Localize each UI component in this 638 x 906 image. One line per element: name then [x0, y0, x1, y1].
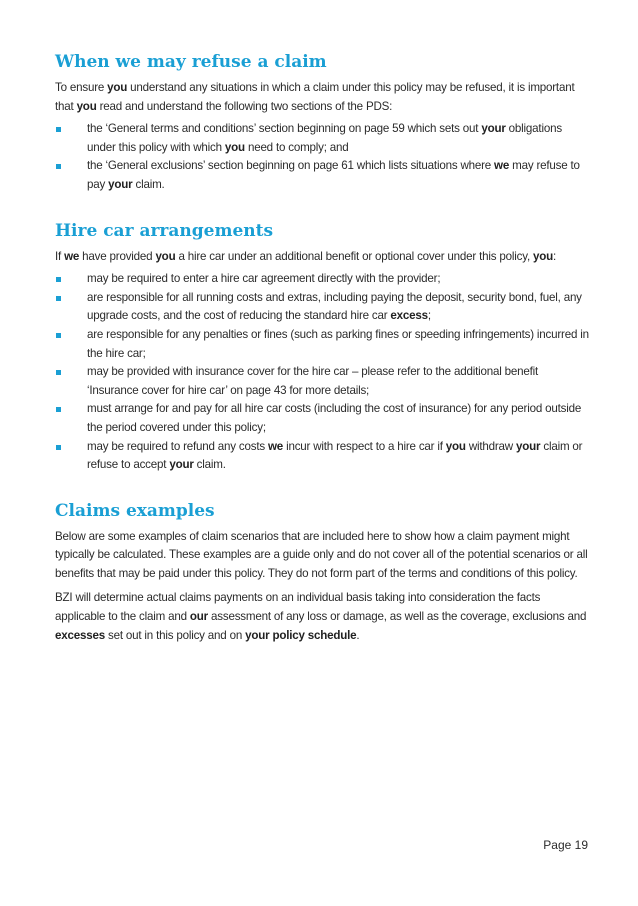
emphasis-term: you — [155, 249, 176, 263]
square-bullet-icon — [56, 333, 61, 338]
emphasis-term: we — [64, 249, 80, 263]
emphasis-term: excesses — [55, 628, 105, 642]
section-hire-car — [55, 221, 591, 475]
bullet-text: the ‘General terms and conditions’ section beginning on page 59 which sets out your obligations under this policy with which you need to comply; and — [87, 122, 562, 154]
square-bullet-icon — [56, 277, 61, 282]
bullet-text: must arrange for and pay for all hire car costs (including the cost of insurance) for any period outside the period covered under this policy; — [87, 402, 582, 434]
section-heading-hire-car: Hire car arrangements — [55, 220, 274, 241]
emphasis-term: we — [267, 439, 284, 453]
section-claims-examples — [55, 501, 591, 646]
square-bullet-icon — [56, 164, 61, 169]
emphasis-term: excess — [390, 309, 428, 323]
bullet-text: may be required to refund any costs we incur with respect to a hire car if you withdraw your claim or refuse to accept your claim. — [87, 439, 583, 472]
page-number: Page 19 — [543, 838, 588, 852]
hire-car-bullet-item — [55, 363, 591, 400]
emphasis-term: you — [445, 439, 466, 453]
square-bullet-icon — [56, 127, 61, 132]
square-bullet-icon — [56, 445, 61, 450]
emphasis-term: your — [169, 458, 194, 472]
hire-car-intro: If we have provided you a hire car under an additional benefit or optional cover under this policy, you: — [55, 249, 557, 263]
bullet-text: the ‘General exclusions’ section beginning on page 61 which lists situations where we may refuse to pay your claim. — [87, 159, 580, 191]
emphasis-term: we — [494, 159, 510, 173]
hire-car-bullet-item — [55, 326, 591, 363]
emphasis-term: you — [533, 249, 554, 263]
hire-car-bullet-item — [55, 270, 591, 289]
bullet-text: are responsible for any penalties or fines (such as parking fines or speeding infringements) incurred in the hire car; — [87, 327, 589, 360]
hire-car-bullet-list — [55, 270, 591, 475]
claims-payments-paragraph: BZI will determine actual claims payments on an individual basis taking into consideration the facts applicable to the claim and our assessment of any loss or damage, as well as the coverage, exclusions and excesses set out in this policy and on your policy schedule. — [55, 591, 587, 642]
refuse-claim-intro: To ensure you understand any situations in which a claim under this policy may be refused, it is important that you read and understand the following two sections of the PDS: — [55, 81, 575, 113]
section-heading-claims-examples: Claims examples — [55, 500, 215, 521]
bullet-text: may be provided with insurance cover for the hire car – please refer to the additional benefit ‘Insurance cover for hire car’ on page 43 for more details; — [87, 365, 539, 397]
emphasis-term: your — [516, 439, 541, 453]
refuse-claim-bullet-item — [55, 157, 591, 194]
refuse-claim-bullet-item — [55, 120, 591, 157]
bullet-text: are responsible for all running costs and extras, including paying the deposit, security bond, fuel, any upgrade costs, and the cost of reducing the standard hire car excess; — [87, 290, 582, 323]
bullet-text: may be required to enter a hire car agreement directly with the provider; — [87, 272, 441, 286]
claims-examples-paragraph: Below are some examples of claim scenarios that are included here to show how a claim payment might typically be calculated. These examples are a guide only and do not cover all of the potential scenarios or all benefits that may be paid under this policy. They do not form part of the terms and conditions of this policy. — [55, 529, 588, 580]
emphasis-term: you — [224, 140, 245, 154]
emphasis-term: our — [189, 610, 208, 624]
document-page — [55, 52, 591, 649]
section-refuse-claim — [55, 52, 591, 195]
square-bullet-icon — [56, 370, 61, 375]
emphasis-term: your — [481, 122, 506, 136]
square-bullet-icon — [56, 296, 61, 301]
hire-car-bullet-item — [55, 400, 591, 437]
emphasis-term: your policy schedule — [245, 628, 357, 642]
emphasis-term: you — [107, 81, 128, 94]
hire-car-bullet-item — [55, 289, 591, 326]
emphasis-term: you — [76, 99, 97, 113]
section-heading-refuse-claim: When we may refuse a claim — [55, 52, 327, 72]
square-bullet-icon — [56, 407, 61, 412]
emphasis-term: your — [108, 177, 133, 191]
hire-car-bullet-item — [55, 438, 591, 475]
refuse-claim-bullet-list — [55, 120, 591, 194]
